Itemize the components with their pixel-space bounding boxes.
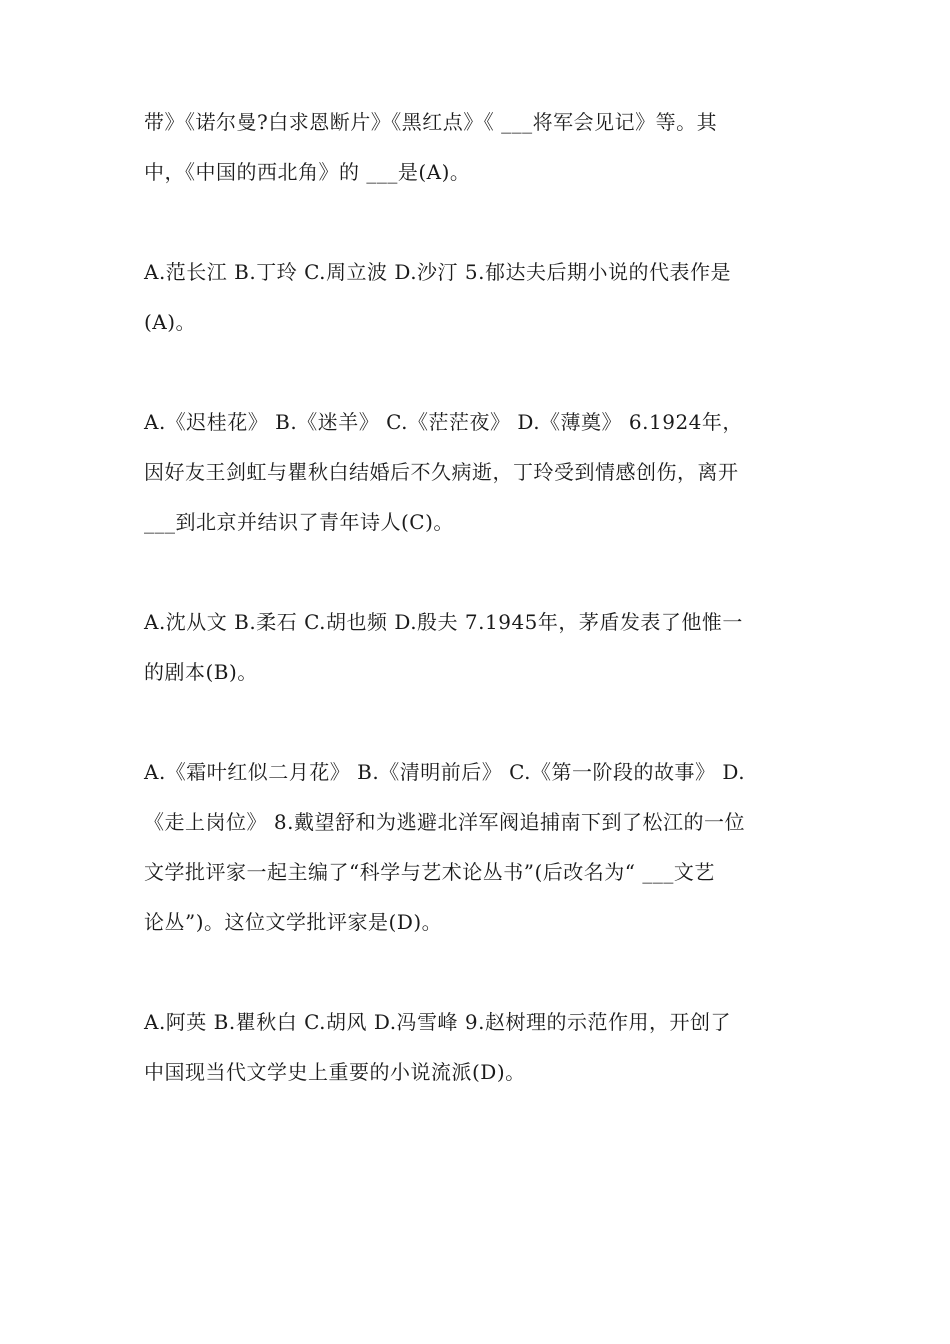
- text-line: ___到北京并结识了青年诗人(C)。: [144, 510, 454, 534]
- text-line: 的剧本(B)。: [144, 660, 258, 684]
- text-line: 《走上岗位》 8.戴望舒和为逃避北洋军阀追捕南下到了松江的一位: [144, 810, 745, 834]
- text-line: A.范长江 B.丁玲 C.周立波 D.沙汀 5.郁达夫后期小说的代表作是: [144, 260, 731, 284]
- text-line: A.阿英 B.瞿秋白 C.胡风 D.冯雪峰 9.赵树理的示范作用，开创了: [144, 1010, 731, 1034]
- text-line: A.沈从文 B.柔石 C.胡也频 D.殷夫 7.1945年，茅盾发表了他惟一: [144, 610, 743, 634]
- text-line: A.《霜叶红似二月花》 B.《清明前后》 C.《第一阶段的故事》 D.: [144, 760, 746, 784]
- text-line: 因好友王剑虹与瞿秋白结婚后不久病逝，丁玲受到情感创伤，离开: [144, 460, 739, 484]
- text-line: 文学批评家一起主编了“科学与艺术论丛书”(后改名为“ ___文艺: [144, 860, 715, 884]
- text-line: 中国现当代文学史上重要的小说流派(D)。: [144, 1060, 526, 1084]
- text-line: 论丛”)。这位文学批评家是(D)。: [144, 910, 443, 934]
- text-line: 带》《诺尔曼?白求恩断片》《黑红点》《 ___将军会见记》等。其: [144, 110, 718, 134]
- text-line: A.《迟桂花》 B.《迷羊》 C.《茫茫夜》 D.《薄奠》 6.1924年，: [144, 410, 743, 434]
- text-line: 中，《中国的西北角》的 ___是(A)。: [144, 160, 471, 184]
- text-line: (A)。: [144, 310, 197, 334]
